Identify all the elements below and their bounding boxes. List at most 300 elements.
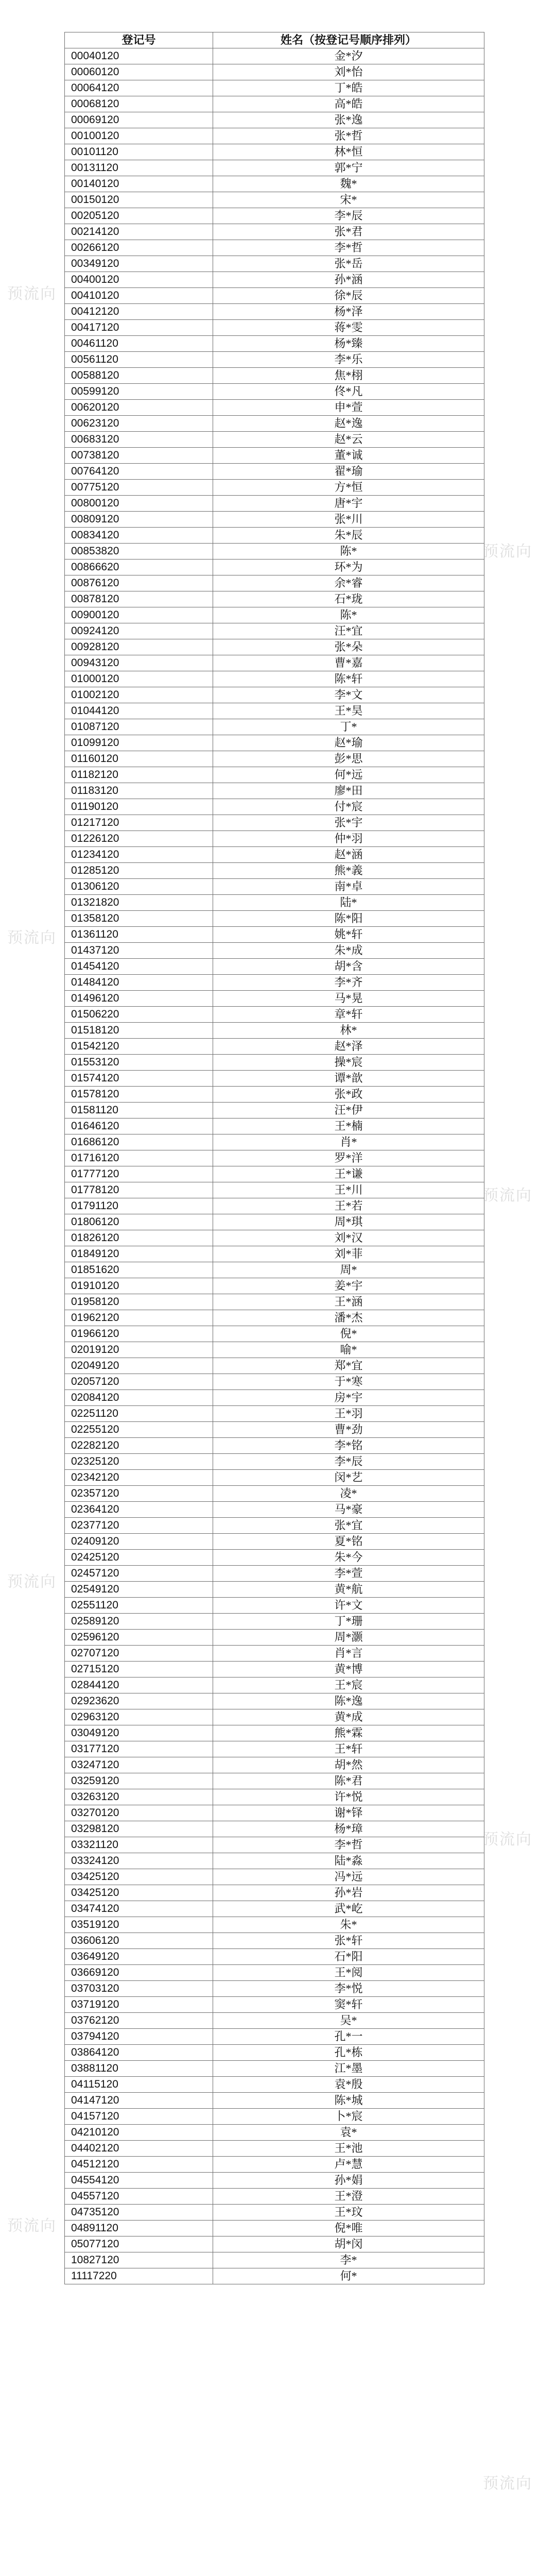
registration-number-cell: 00069120	[65, 112, 213, 128]
table-row	[65, 144, 484, 160]
header-registration-number: 登记号	[65, 32, 213, 48]
registration-number-cell: 00417120	[65, 320, 213, 336]
student-name-cell: 袁*	[213, 2125, 484, 2141]
registration-number-cell: 03719120	[65, 1997, 213, 2013]
table-row	[65, 2109, 484, 2125]
registration-number-cell: 01183120	[65, 783, 213, 799]
student-name-cell: 罗*洋	[213, 1150, 484, 1166]
student-name-cell: 朱*	[213, 1917, 484, 1933]
registration-number-cell: 01217120	[65, 815, 213, 831]
table-row	[65, 448, 484, 464]
registration-number-cell: 03794120	[65, 2029, 213, 2045]
registration-number-cell: 04157120	[65, 2109, 213, 2125]
student-name-cell: 陆*淼	[213, 1853, 484, 1869]
registration-number-cell: 03881120	[65, 2061, 213, 2077]
watermark: 预流向	[483, 543, 532, 561]
registration-number-cell: 03263120	[65, 1789, 213, 1805]
registration-number-cell: 00412120	[65, 304, 213, 320]
table-row	[65, 1550, 484, 1566]
registration-number-cell: 01826120	[65, 1230, 213, 1246]
watermark: 预流向	[7, 929, 57, 947]
table-row	[65, 1805, 484, 1821]
table-row	[65, 1869, 484, 1885]
student-name-cell: 闵*艺	[213, 1470, 484, 1486]
table-row	[65, 2157, 484, 2173]
registration-number-cell: 02255120	[65, 1422, 213, 1438]
student-name-cell: 窦*轩	[213, 1997, 484, 2013]
registration-number-cell: 00064120	[65, 80, 213, 96]
table-row	[65, 2252, 484, 2268]
registration-number-cell: 00878120	[65, 591, 213, 607]
registration-number-cell: 01190120	[65, 799, 213, 815]
table-row	[65, 1789, 484, 1805]
table-row	[65, 1374, 484, 1390]
registration-number-cell: 01849120	[65, 1246, 213, 1262]
registration-number-cell: 02342120	[65, 1470, 213, 1486]
student-name-cell: 石*珑	[213, 591, 484, 607]
table-row	[65, 1677, 484, 1693]
registration-number-cell: 01851620	[65, 1262, 213, 1278]
student-name-cell: 李*文	[213, 687, 484, 703]
registration-number-cell: 02457120	[65, 1566, 213, 1582]
table-row	[65, 895, 484, 911]
registration-number-cell: 04557120	[65, 2189, 213, 2205]
table-row	[65, 1981, 484, 1997]
table-row	[65, 1230, 484, 1246]
student-name-cell: 赵*云	[213, 432, 484, 448]
student-name-cell: 袁*殷	[213, 2077, 484, 2093]
registration-number-cell: 00876120	[65, 575, 213, 591]
table-row	[65, 1358, 484, 1374]
table-row	[65, 352, 484, 368]
registration-number-cell: 02707120	[65, 1646, 213, 1662]
registration-number-cell: 04554120	[65, 2173, 213, 2189]
student-name-cell: 赵*泽	[213, 1039, 484, 1055]
registration-number-cell: 00588120	[65, 368, 213, 384]
registration-number-cell: 02364120	[65, 1502, 213, 1518]
table-row	[65, 1646, 484, 1662]
student-name-cell: 孙*岩	[213, 1885, 484, 1901]
registration-number-cell: 01574120	[65, 1071, 213, 1087]
table-row	[65, 384, 484, 400]
registration-number-cell: 00764120	[65, 464, 213, 480]
table-row	[65, 1725, 484, 1741]
registration-number-cell: 00100120	[65, 128, 213, 144]
student-name-cell: 曹*嘉	[213, 655, 484, 671]
student-name-cell: 董*诚	[213, 448, 484, 464]
table-row	[65, 1901, 484, 1917]
student-name-cell: 魏*	[213, 176, 484, 192]
table-row	[65, 1055, 484, 1071]
student-name-cell: 许*悦	[213, 1789, 484, 1805]
student-name-cell: 姜*宇	[213, 1278, 484, 1294]
student-name-cell: 凌*	[213, 1486, 484, 1502]
student-name-cell: 丁*珊	[213, 1614, 484, 1630]
registration-number-cell: 02019120	[65, 1342, 213, 1358]
student-name-cell: 王*宸	[213, 1677, 484, 1693]
table-row	[65, 1837, 484, 1853]
registration-number-cell: 00131120	[65, 160, 213, 176]
registration-number-cell: 03669120	[65, 1965, 213, 1981]
table-row	[65, 128, 484, 144]
student-name-cell: 肖*言	[213, 1646, 484, 1662]
student-name-cell: 南*卓	[213, 879, 484, 895]
student-name-cell: 马*豪	[213, 1502, 484, 1518]
registration-table	[64, 32, 484, 2284]
table-row	[65, 623, 484, 639]
student-name-cell: 操*宸	[213, 1055, 484, 1071]
table-row	[65, 1614, 484, 1630]
student-name-cell: 杨*臻	[213, 336, 484, 352]
student-name-cell: 胡*然	[213, 1757, 484, 1773]
table-row	[65, 1997, 484, 2013]
student-name-cell: 申*萱	[213, 400, 484, 416]
registration-number-cell: 02282120	[65, 1438, 213, 1454]
student-name-cell: 陈*城	[213, 2093, 484, 2109]
table-row	[65, 1118, 484, 1134]
registration-number-cell: 02251120	[65, 1406, 213, 1422]
student-name-cell: 王*轩	[213, 1741, 484, 1757]
table-row	[65, 240, 484, 256]
table-row	[65, 512, 484, 528]
student-name-cell: 刘*菲	[213, 1246, 484, 1262]
table-row	[65, 2141, 484, 2157]
student-name-cell: 林*恒	[213, 144, 484, 160]
student-name-cell: 汪*伊	[213, 1103, 484, 1118]
table-row	[65, 2189, 484, 2205]
student-name-cell: 张*宜	[213, 1518, 484, 1534]
registration-number-cell: 02325120	[65, 1454, 213, 1470]
table-row	[65, 703, 484, 719]
student-name-cell: 姚*轩	[213, 927, 484, 943]
table-row	[65, 815, 484, 831]
student-name-cell: 翟*瑜	[213, 464, 484, 480]
table-row	[65, 1709, 484, 1725]
student-name-cell: 熊*義	[213, 863, 484, 879]
student-name-cell: 王*川	[213, 1182, 484, 1198]
registration-number-cell: 00834120	[65, 528, 213, 544]
table-row	[65, 1965, 484, 1981]
table-row	[65, 224, 484, 240]
table-row	[65, 64, 484, 80]
student-name-cell: 黄*成	[213, 1709, 484, 1725]
watermark: 预流向	[483, 1831, 532, 1849]
registration-number-cell: 03177120	[65, 1741, 213, 1757]
table-row	[65, 272, 484, 288]
registration-table-container	[64, 32, 484, 2284]
student-name-cell: 付*宸	[213, 799, 484, 815]
registration-number-cell: 01506220	[65, 1007, 213, 1023]
registration-number-cell: 01437120	[65, 943, 213, 959]
student-name-cell: 张*哲	[213, 128, 484, 144]
student-name-cell: 张*政	[213, 1087, 484, 1103]
registration-number-cell: 01496120	[65, 991, 213, 1007]
student-name-cell: 倪*唯	[213, 2221, 484, 2236]
table-row	[65, 655, 484, 671]
table-row	[65, 336, 484, 352]
student-name-cell: 马*晃	[213, 991, 484, 1007]
registration-number-cell: 00205120	[65, 208, 213, 224]
student-name-cell: 王*羽	[213, 1406, 484, 1422]
table-row	[65, 1582, 484, 1598]
registration-number-cell: 02923620	[65, 1693, 213, 1709]
table-row	[65, 480, 484, 496]
table-row	[65, 176, 484, 192]
student-name-cell: 王*澄	[213, 2189, 484, 2205]
table-row	[65, 2125, 484, 2141]
student-name-cell: 李*哲	[213, 240, 484, 256]
registration-number-cell: 01285120	[65, 863, 213, 879]
student-name-cell: 黄*博	[213, 1662, 484, 1677]
table-row	[65, 1166, 484, 1182]
student-name-cell: 何*	[213, 2268, 484, 2284]
registration-number-cell: 02844120	[65, 1677, 213, 1693]
registration-number-cell: 00150120	[65, 192, 213, 208]
registration-number-cell: 01234120	[65, 847, 213, 863]
table-header	[65, 32, 484, 48]
table-row	[65, 1342, 484, 1358]
registration-number-cell: 00101120	[65, 144, 213, 160]
registration-number-cell: 01686120	[65, 1134, 213, 1150]
registration-number-cell: 00943120	[65, 655, 213, 671]
registration-number-cell: 01777120	[65, 1166, 213, 1182]
table-row	[65, 432, 484, 448]
registration-number-cell: 01646120	[65, 1118, 213, 1134]
student-name-cell: 李*哲	[213, 1837, 484, 1853]
student-name-cell: 赵*涵	[213, 847, 484, 863]
registration-number-cell: 04891120	[65, 2221, 213, 2236]
student-name-cell: 李*齐	[213, 975, 484, 991]
student-name-cell: 环*为	[213, 560, 484, 575]
registration-number-cell: 04147120	[65, 2093, 213, 2109]
table-row	[65, 1294, 484, 1310]
registration-number-cell: 01962120	[65, 1310, 213, 1326]
registration-number-cell: 02084120	[65, 1390, 213, 1406]
registration-number-cell: 01454120	[65, 959, 213, 975]
student-name-cell: 胡*含	[213, 959, 484, 975]
registration-number-cell: 00866620	[65, 560, 213, 575]
table-row	[65, 400, 484, 416]
student-name-cell: 汪*宜	[213, 623, 484, 639]
student-name-cell: 赵*瑜	[213, 735, 484, 751]
registration-number-cell: 03270120	[65, 1805, 213, 1821]
registration-number-cell: 00349120	[65, 256, 213, 272]
table-row	[65, 687, 484, 703]
table-row	[65, 2029, 484, 2045]
table-row	[65, 256, 484, 272]
table-row	[65, 1262, 484, 1278]
registration-number-cell: 02963120	[65, 1709, 213, 1725]
table-row	[65, 416, 484, 432]
table-row	[65, 1454, 484, 1470]
watermark: 预流向	[7, 285, 57, 303]
registration-number-cell: 01958120	[65, 1294, 213, 1310]
table-row	[65, 639, 484, 655]
header-row	[65, 32, 484, 48]
registration-number-cell: 01791120	[65, 1198, 213, 1214]
student-name-cell: 张*岳	[213, 256, 484, 272]
table-row	[65, 2236, 484, 2252]
table-row	[65, 1087, 484, 1103]
table-row	[65, 927, 484, 943]
student-name-cell: 喻*	[213, 1342, 484, 1358]
table-row	[65, 368, 484, 384]
table-row	[65, 1741, 484, 1757]
table-row	[65, 911, 484, 927]
registration-number-cell: 00853820	[65, 544, 213, 560]
registration-number-cell: 01553120	[65, 1055, 213, 1071]
student-name-cell: 潘*杰	[213, 1310, 484, 1326]
registration-number-cell: 03324120	[65, 1853, 213, 1869]
table-row	[65, 1150, 484, 1166]
student-name-cell: 陈*	[213, 544, 484, 560]
registration-number-cell: 00068120	[65, 96, 213, 112]
table-row	[65, 863, 484, 879]
registration-number-cell: 03649120	[65, 1949, 213, 1965]
student-name-cell: 郑*宜	[213, 1358, 484, 1374]
table-row	[65, 575, 484, 591]
student-name-cell: 唐*宇	[213, 496, 484, 512]
table-row	[65, 48, 484, 64]
watermark: 预流向	[7, 1573, 57, 1591]
registration-number-cell: 01578120	[65, 1087, 213, 1103]
student-name-cell: 谭*歆	[213, 1071, 484, 1087]
student-name-cell: 彭*思	[213, 751, 484, 767]
student-name-cell: 张*川	[213, 512, 484, 528]
student-name-cell: 李*悦	[213, 1981, 484, 1997]
student-name-cell: 徐*辰	[213, 288, 484, 304]
registration-number-cell: 01966120	[65, 1326, 213, 1342]
watermark: 预流向	[483, 2475, 532, 2493]
registration-number-cell: 03425120	[65, 1885, 213, 1901]
student-name-cell: 肖*	[213, 1134, 484, 1150]
table-row	[65, 528, 484, 544]
table-row	[65, 304, 484, 320]
student-name-cell: 周*琪	[213, 1214, 484, 1230]
student-name-cell: 廖*田	[213, 783, 484, 799]
table-row	[65, 1693, 484, 1709]
student-name-cell: 冯*远	[213, 1869, 484, 1885]
registration-number-cell: 00599120	[65, 384, 213, 400]
table-row	[65, 1023, 484, 1039]
registration-number-cell: 01160120	[65, 751, 213, 767]
student-name-cell: 谢*铎	[213, 1805, 484, 1821]
table-row	[65, 767, 484, 783]
registration-number-cell: 01806120	[65, 1214, 213, 1230]
table-row	[65, 208, 484, 224]
student-name-cell: 李*辰	[213, 1454, 484, 1470]
student-name-cell: 宋*	[213, 192, 484, 208]
registration-number-cell: 02057120	[65, 1374, 213, 1390]
student-name-cell: 朱*成	[213, 943, 484, 959]
table-row	[65, 560, 484, 575]
table-row	[65, 1310, 484, 1326]
student-name-cell: 孔*栋	[213, 2045, 484, 2061]
student-name-cell: 孔*一	[213, 2029, 484, 2045]
student-name-cell: 方*恒	[213, 480, 484, 496]
table-row	[65, 496, 484, 512]
student-name-cell: 黄*航	[213, 1582, 484, 1598]
registration-number-cell: 03247120	[65, 1757, 213, 1773]
registration-number-cell: 00040120	[65, 48, 213, 64]
registration-number-cell: 00140120	[65, 176, 213, 192]
registration-number-cell: 02589120	[65, 1614, 213, 1630]
table-row	[65, 2045, 484, 2061]
table-row	[65, 544, 484, 560]
student-name-cell: 吴*	[213, 2013, 484, 2029]
student-name-cell: 李*乐	[213, 352, 484, 368]
student-name-cell: 李*辰	[213, 208, 484, 224]
registration-number-cell: 01099120	[65, 735, 213, 751]
registration-number-cell: 01000120	[65, 671, 213, 687]
student-name-cell: 周*灏	[213, 1630, 484, 1646]
student-name-cell: 张*宇	[213, 815, 484, 831]
table-row	[65, 1933, 484, 1949]
registration-number-cell: 00214120	[65, 224, 213, 240]
registration-number-cell: 00620120	[65, 400, 213, 416]
registration-number-cell: 11117220	[65, 2268, 213, 2284]
table-row	[65, 1246, 484, 1262]
registration-number-cell: 02596120	[65, 1630, 213, 1646]
registration-number-cell: 00924120	[65, 623, 213, 639]
student-name-cell: 张*轩	[213, 1933, 484, 1949]
table-row	[65, 1278, 484, 1294]
table-row	[65, 160, 484, 176]
registration-number-cell: 00410120	[65, 288, 213, 304]
table-row	[65, 1917, 484, 1933]
student-name-cell: 陈*君	[213, 1773, 484, 1789]
student-name-cell: 章*轩	[213, 1007, 484, 1023]
registration-number-cell: 10827120	[65, 2252, 213, 2268]
table-row	[65, 1422, 484, 1438]
table-row	[65, 2173, 484, 2189]
student-name-cell: 熊*霖	[213, 1725, 484, 1741]
student-name-cell: 陈*	[213, 607, 484, 623]
registration-number-cell: 00461120	[65, 336, 213, 352]
registration-number-cell: 01321820	[65, 895, 213, 911]
registration-number-cell: 00928120	[65, 639, 213, 655]
table-row	[65, 1502, 484, 1518]
registration-number-cell: 04115120	[65, 2077, 213, 2093]
table-row	[65, 1214, 484, 1230]
student-name-cell: 仲*羽	[213, 831, 484, 847]
table-row	[65, 1103, 484, 1118]
registration-number-cell: 01306120	[65, 879, 213, 895]
table-row	[65, 1598, 484, 1614]
student-name-cell: 余*睿	[213, 575, 484, 591]
student-name-cell: 蒋*雯	[213, 320, 484, 336]
student-name-cell: 于*寒	[213, 1374, 484, 1390]
table-row	[65, 288, 484, 304]
table-row	[65, 1071, 484, 1087]
registration-number-cell: 00809120	[65, 512, 213, 528]
student-name-cell: 倪*	[213, 1326, 484, 1342]
student-name-cell: 王*阅	[213, 1965, 484, 1981]
registration-number-cell: 00561120	[65, 352, 213, 368]
student-name-cell: 张*君	[213, 224, 484, 240]
student-name-cell: 夏*铭	[213, 1534, 484, 1550]
table-row	[65, 1630, 484, 1646]
registration-number-cell: 02715120	[65, 1662, 213, 1677]
registration-number-cell: 03762120	[65, 2013, 213, 2029]
table-row	[65, 320, 484, 336]
registration-number-cell: 03606120	[65, 1933, 213, 1949]
registration-number-cell: 01484120	[65, 975, 213, 991]
table-row	[65, 1039, 484, 1055]
table-row	[65, 2205, 484, 2221]
student-name-cell: 张*朵	[213, 639, 484, 655]
student-name-cell: 许*文	[213, 1598, 484, 1614]
